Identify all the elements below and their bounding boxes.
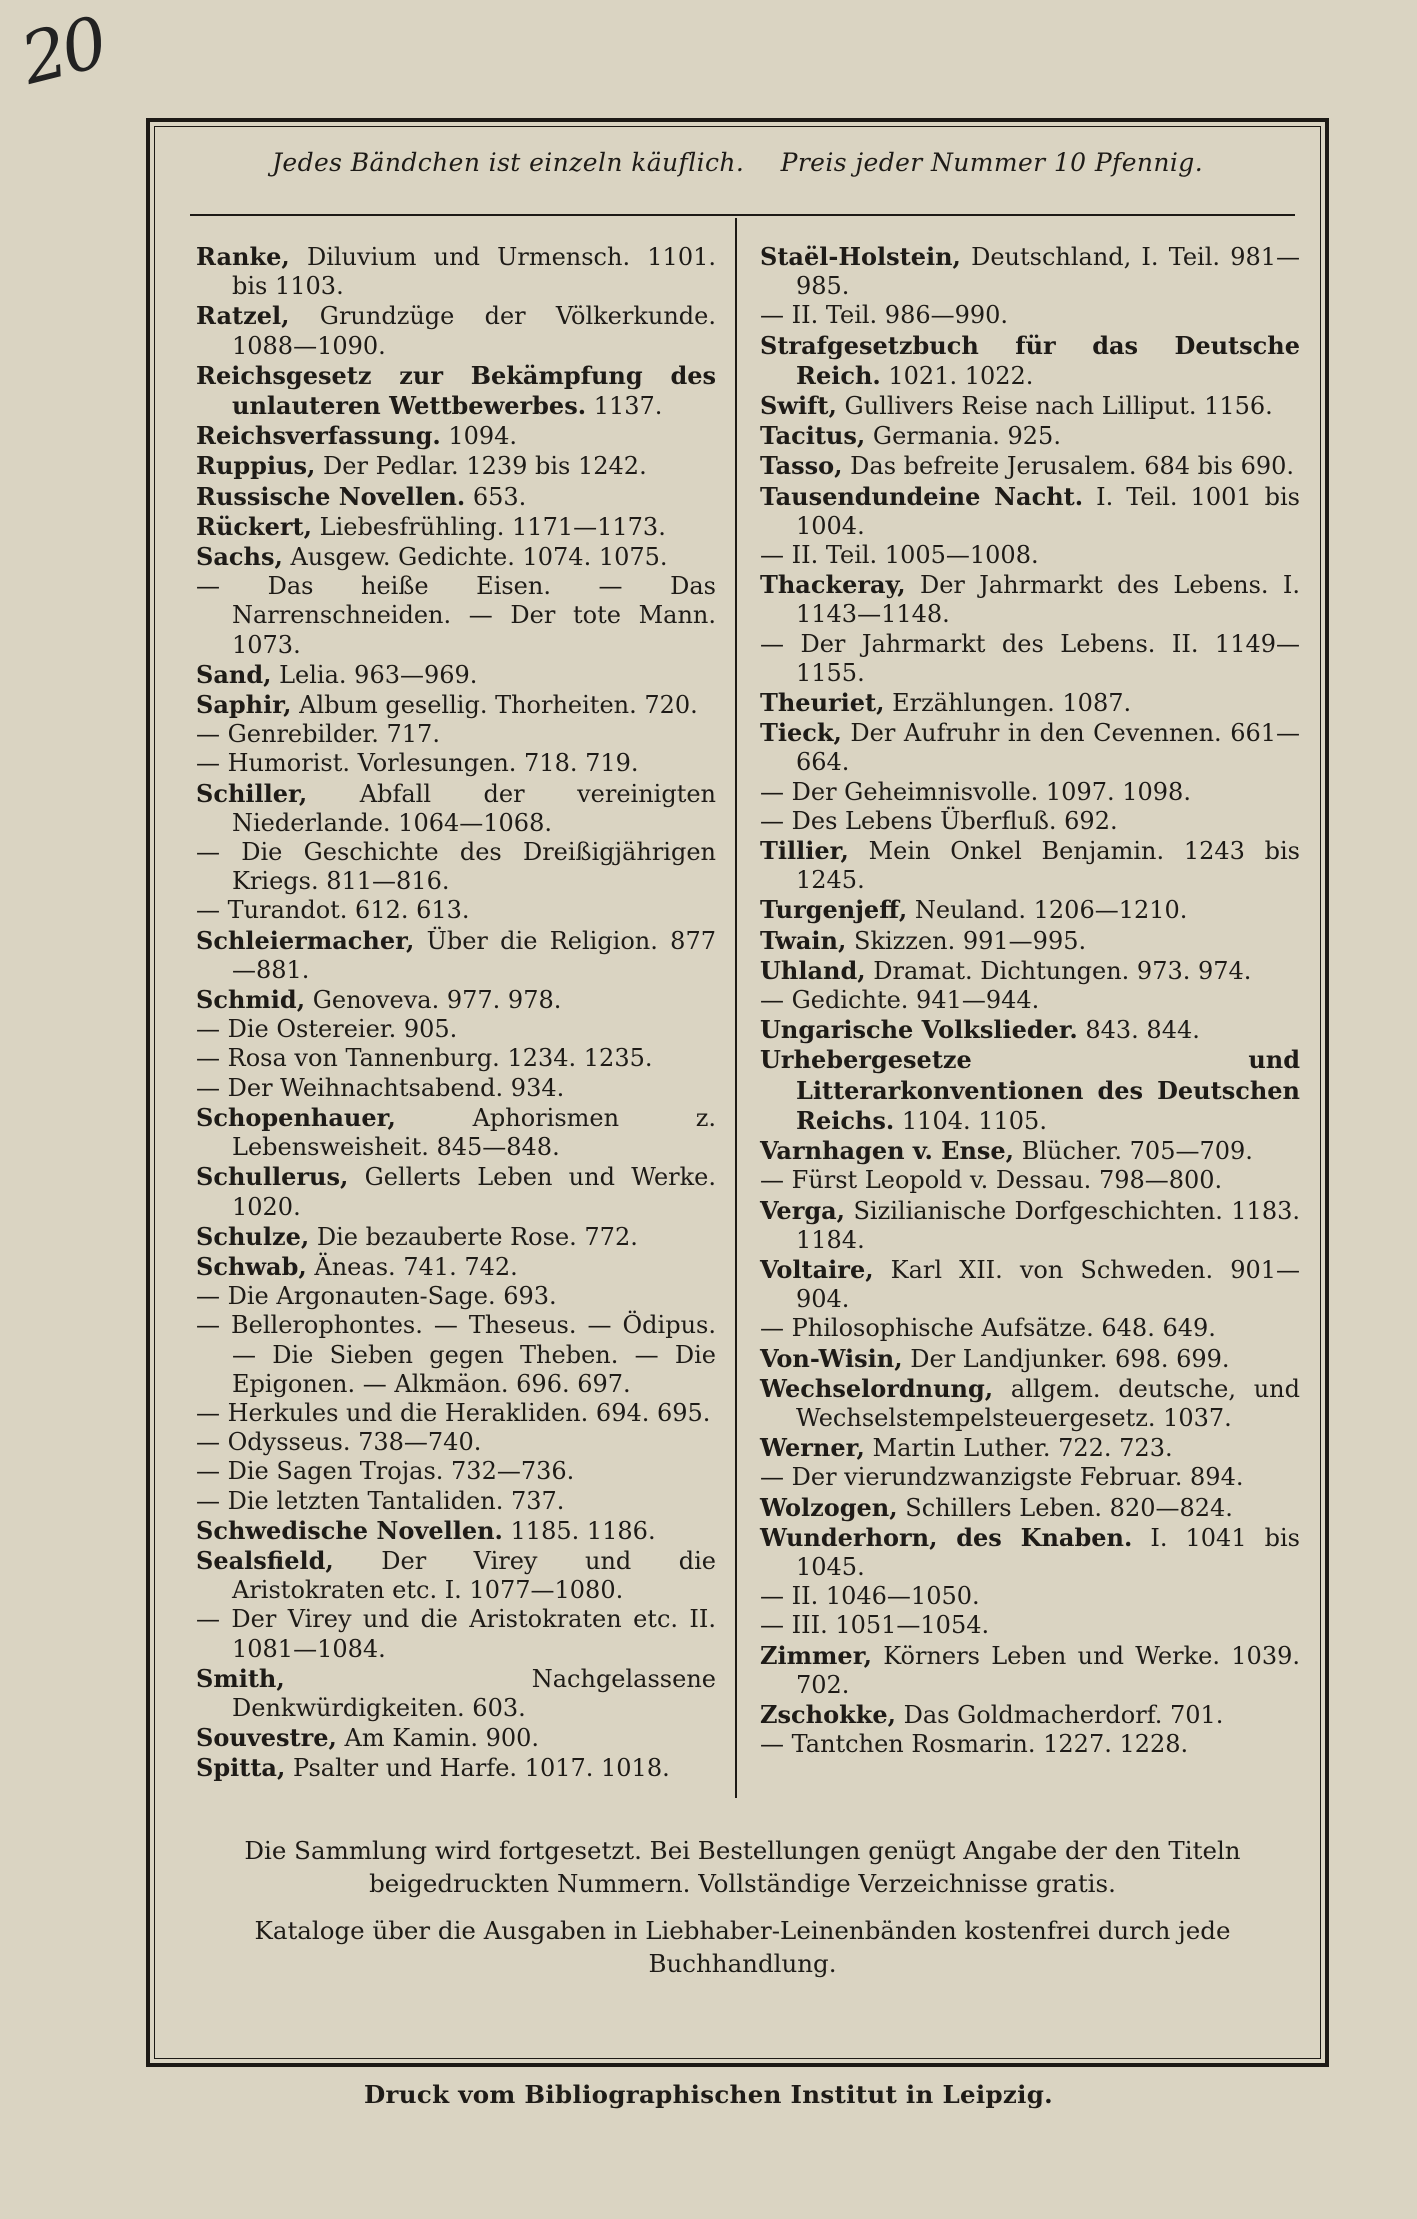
entry-title: — Fürst Leopold v. Dessau. 798—800. (760, 1166, 1223, 1195)
entry-title: Grundzüge der Völkerkunde. 1088—1090. (232, 302, 716, 360)
entry-author: Rückert, (196, 511, 312, 541)
catalog-entry (760, 1344, 1300, 1374)
catalog-entry (760, 688, 1300, 718)
catalog-entry (760, 1045, 1300, 1136)
catalog-entry (760, 1015, 1300, 1045)
entry-title: — Der Weihnachtsabend. 934. (196, 1073, 565, 1102)
catalog-entry (760, 1700, 1300, 1730)
entry-author: Schwab, (196, 1251, 307, 1281)
entry-title: Schillers Leben. 820—824. (905, 1493, 1233, 1522)
entry-title: Aphorismen z. Lebensweisheit. 845—848. (232, 1103, 716, 1162)
catalog-entry (196, 421, 716, 451)
entry-author: Schleiermacher, (196, 925, 415, 955)
entry-title: Am Kamin. 900. (344, 1724, 540, 1753)
entry-title: Sizilianische Dorfgeschichten. 1183. 1184. (796, 1196, 1300, 1254)
header-left: Jedes Bändchen ist einzeln käuflich. (271, 148, 745, 177)
catalog-entry (760, 986, 1300, 1015)
entry-title: — Der Geheimnisvolle. 1097. 1098. (760, 777, 1191, 806)
entry-author: Sand, (196, 659, 272, 689)
catalog-entry (760, 1196, 1300, 1255)
catalog-entry (196, 482, 716, 512)
entry-title: — Des Lebens Überfluß. 692. (760, 806, 1118, 835)
catalog-entry (760, 956, 1300, 986)
entry-title: — Der vierundzwanzigste Februar. 894. (760, 1463, 1244, 1492)
catalog-entry (196, 301, 716, 360)
catalog-entry (196, 242, 716, 301)
entry-title: — Das heiße Eisen. — Das Narrenschneiden. — Der tote Mann. 1073. (196, 572, 716, 659)
catalog-entry (196, 1753, 716, 1783)
catalog-entry (760, 570, 1300, 629)
entry-title: Mein Onkel Benjamin. 1243 bis 1245. (796, 837, 1300, 895)
entry-author: Schulze, (196, 1221, 310, 1251)
entry-title: — Der Jahrmarkt des Lebens. II. 1149—1155. (760, 629, 1300, 687)
catalog-entry (760, 836, 1300, 895)
entry-author: Verga, (760, 1195, 846, 1225)
catalog-entry (760, 1433, 1300, 1463)
catalog-entry (760, 391, 1300, 421)
entry-title: Der Jahrmarkt des Lebens. I. 1143—1148. (796, 571, 1300, 629)
catalog-entry (196, 361, 716, 421)
entry-title: — II. Teil. 1005—1008. (760, 541, 1039, 570)
column-divider (735, 218, 737, 1798)
catalog-entry (760, 1255, 1300, 1314)
entry-title: Gellerts Leben und Werke. 1020. (232, 1163, 716, 1221)
catalog-entry (760, 718, 1300, 777)
catalog-entry (760, 541, 1300, 570)
entry-author: Spitta, (196, 1753, 286, 1783)
entry-title: — Humorist. Vorlesungen. 718. 719. (196, 749, 639, 778)
catalog-entry (760, 301, 1300, 330)
header-right: Preis jeder Nummer 10 Pfennig. (780, 148, 1204, 177)
catalog-entry (196, 838, 716, 896)
catalog-entry (760, 331, 1300, 391)
entry-author: Wolzogen, (760, 1492, 898, 1522)
catalog-entry (196, 1282, 716, 1311)
catalog-entry (760, 895, 1300, 925)
catalog-entry (760, 778, 1300, 807)
entry-title: 653. (472, 482, 527, 511)
catalog-entry (196, 1311, 716, 1399)
price-header (150, 148, 1325, 177)
entry-title: Ausgew. Gedichte. 1074. 1075. (290, 543, 668, 572)
entry-title: 843. 844. (1085, 1016, 1200, 1045)
entry-title: Deutschland, I. Teil. 981—985. (796, 243, 1300, 301)
entry-author: Schopenhauer, (196, 1102, 396, 1132)
catalog-entry (196, 720, 716, 749)
entry-title: 1094. (448, 422, 518, 451)
entry-title: — Rosa von Tannenburg. 1234. 1235. (196, 1044, 653, 1073)
entry-title: Album gesellig. Thorheiten. 720. (299, 691, 698, 720)
entry-title: — III. 1051—1054. (760, 1611, 990, 1640)
entry-author: Urhebergesetze und Litterarkonventionen des Deutschen Reichs. (760, 1045, 1300, 1135)
left-column (196, 242, 716, 1784)
catalog-entry (196, 926, 716, 985)
entry-title: Genoveva. 977. 978. (312, 986, 562, 1015)
catalog-entry (196, 1162, 716, 1221)
entry-author: Uhland, (760, 955, 866, 985)
right-column (760, 242, 1300, 1759)
entry-title: — II. Teil. 986—990. (760, 301, 1009, 330)
entry-author: Ranke, (196, 242, 290, 271)
catalog-entry (760, 451, 1300, 481)
entry-author: Swift, (760, 391, 837, 421)
entry-title: I. 1041 bis 1045. (796, 1523, 1300, 1581)
catalog-entry (196, 1222, 716, 1252)
entry-title: — Turandot. 612. 613. (196, 896, 470, 925)
entry-title: Der Pedlar. 1239 bis 1242. (323, 452, 647, 481)
entry-title: Skizzen. 991—995. (854, 926, 1087, 955)
catalog-entry (760, 1730, 1300, 1759)
entry-title: 1137. (593, 392, 663, 421)
entry-author: Saphir, (196, 690, 292, 720)
entry-title: — Gedichte. 941—944. (760, 986, 1040, 1015)
catalog-entry (196, 690, 716, 720)
entry-author: Turgenjeff, (760, 895, 908, 925)
catalog-entry (196, 1074, 716, 1103)
entry-author: Tacitus, (760, 421, 866, 451)
entry-title: — Die Ostereier. 905. (196, 1015, 458, 1044)
entry-author: Schiller, (196, 778, 308, 808)
catalog-entry (760, 630, 1300, 688)
catalog-entry (196, 451, 716, 481)
entry-title: Abfall der vereinigten Niederlande. 1064—1068. (232, 779, 716, 837)
catalog-frame (146, 118, 1329, 2067)
entry-title: Karl XII. von Schweden. 901—904. (796, 1255, 1300, 1314)
entry-title: 1104. 1105. (901, 1106, 1047, 1135)
catalog-entry (196, 896, 716, 925)
catalog-entry (196, 1664, 716, 1723)
entry-author: Zimmer, (760, 1640, 872, 1670)
catalog-entry (760, 1136, 1300, 1166)
entry-title: Die bezauberte Rose. 772. (316, 1222, 638, 1251)
catalog-entry (196, 1252, 716, 1282)
entry-author: Schwedische Novellen. (196, 1515, 503, 1545)
entry-title: — Odysseus. 738—740. (196, 1428, 482, 1457)
entry-author: Schmid, (196, 985, 306, 1015)
entry-title: — Genrebilder. 717. (196, 720, 440, 749)
catalog-entry (760, 482, 1300, 541)
entry-title: Liebesfrühling. 1171—1173. (319, 512, 666, 541)
entry-author: Tillier, (760, 836, 849, 866)
catalog-entry (196, 1605, 716, 1663)
header-rule (190, 214, 1295, 216)
entry-title: — Bellerophontes. — Theseus. — Ödipus. — Die Sieben gegen Theben. — Die Epigonen. — Alkmäon. 696. 697. (196, 1311, 716, 1398)
catalog-entry (760, 1641, 1300, 1700)
catalog-entry (196, 542, 716, 572)
catalog-entry (760, 242, 1300, 301)
catalog-entry (196, 1516, 716, 1546)
catalog-entry (760, 1582, 1300, 1611)
entry-author: Tasso, (760, 451, 843, 481)
catalog-entry (196, 1723, 716, 1753)
entry-title: Der Aufruhr in den Cevennen. 661—664. (796, 719, 1300, 777)
entry-author: Russische Novellen. (196, 481, 466, 511)
entry-author: Sealsfield, (196, 1545, 334, 1575)
entry-author: Reichsverfassung. (196, 421, 441, 451)
entry-title: Martin Luther. 722. 723. (872, 1434, 1173, 1463)
entry-author: Ruppius, (196, 451, 316, 481)
entry-author: Sachs, (196, 542, 283, 572)
entry-title: Neuland. 1206—1210. (914, 896, 1188, 925)
entry-author: Strafgesetzbuch für das Deutsche Reich. (760, 330, 1300, 390)
entry-author: Schullerus, (196, 1162, 349, 1192)
entry-title: I. Teil. 1001 bis 1004. (796, 482, 1300, 540)
entry-title: — Tantchen Rosmarin. 1227. 1228. (760, 1730, 1189, 1759)
entry-author: Thackeray, (760, 570, 906, 600)
entry-title: — Herkules und die Herakliden. 694. 695. (196, 1398, 711, 1427)
catalog-entry (196, 749, 716, 778)
handwritten-page-number: 20 (13, 1, 112, 101)
entry-author: Smith, (196, 1663, 285, 1693)
entry-title: Blücher. 705—709. (1021, 1137, 1253, 1166)
entry-title: allgem. deutsche, und Wechselstempelsteuergesetz. 1037. (796, 1374, 1300, 1432)
entry-title: Dramat. Dichtungen. 973. 974. (873, 956, 1252, 985)
entry-author: Tieck, (760, 718, 842, 748)
footer-note-ordering: Die Sammlung wird fortgesetzt. Bei Bestellungen genügt Angabe der den Titeln beigedruckten Nummern. Vollständige Verzeichnisse gratis. (244, 1836, 1241, 1898)
catalog-entry (196, 1546, 716, 1605)
entry-author: Varnhagen v. Ense, (760, 1136, 1015, 1166)
catalog-entry (196, 1015, 716, 1044)
entry-title: — Der Virey und die Aristokraten etc. II. 1081—1084. (196, 1605, 716, 1663)
catalog-footer (190, 1834, 1295, 1994)
catalog-entry (196, 660, 716, 690)
catalog-entry (760, 1166, 1300, 1195)
entry-author: Staël-Holstein, (760, 242, 961, 271)
catalog-entry (760, 1493, 1300, 1523)
entry-author: Von-Wisin, (760, 1343, 903, 1373)
entry-author: Wunderhorn, des Knaben. (760, 1522, 1133, 1552)
catalog-entry (760, 926, 1300, 956)
catalog-entry (196, 572, 716, 660)
catalog-entry (196, 512, 716, 542)
printer-imprint: Druck vom Bibliographischen Institut in Leipzig. (364, 2080, 1053, 2109)
entry-title: Der Virey und die Aristokraten etc. I. 1077—1080. (232, 1546, 716, 1605)
catalog-entry (760, 1374, 1300, 1433)
entry-author: Reichsgesetz zur Bekämpfung des unlauteren Wettbewerbes. (196, 360, 716, 421)
entry-title: 1021. 1022. (888, 361, 1034, 390)
entry-author: Ratzel, (196, 301, 290, 331)
catalog-entry (760, 1523, 1300, 1582)
entry-title: Der Landjunker. 698. 699. (910, 1344, 1230, 1373)
entry-author: Souvestre, (196, 1723, 337, 1753)
entry-title: Gullivers Reise nach Lilliput. 1156. (844, 392, 1273, 421)
entry-author: Zschokke, (760, 1699, 896, 1729)
entry-title: Psalter und Harfe. 1017. 1018. (292, 1754, 670, 1783)
entry-title: Das Goldmacherdorf. 701. (903, 1700, 1224, 1729)
entry-title: — II. 1046—1050. (760, 1582, 980, 1611)
catalog-entry (196, 1044, 716, 1073)
entry-title: — Die Sagen Trojas. 732—736. (196, 1457, 575, 1486)
catalog-entry (196, 985, 716, 1015)
entry-title: — Die Argonauten-Sage. 693. (196, 1282, 557, 1311)
catalog-entry (196, 1457, 716, 1486)
entry-author: Wechselordnung, (760, 1373, 994, 1403)
entry-title: Über die Religion. 877—881. (232, 926, 716, 984)
catalog-entry (760, 1611, 1300, 1640)
catalog-entry (196, 1103, 716, 1162)
entry-title: Nachgelassene Denkwürdigkeiten. 603. (232, 1664, 716, 1722)
entry-title: — Die Geschichte des Dreißigjährigen Kriegs. 811—816. (196, 838, 716, 896)
entry-author: Twain, (760, 925, 847, 955)
footer-note-catalogs: Kataloge über die Ausgaben in Liebhaber-Leinenbänden kostenfrei durch jede Buchhandlung. (254, 1916, 1231, 1978)
entry-author: Werner, (760, 1433, 865, 1463)
entry-title: — Philosophische Aufsätze. 648. 649. (760, 1314, 1216, 1343)
catalog-entry (196, 1428, 716, 1457)
catalog-entry (760, 1314, 1300, 1343)
catalog-entry (760, 1463, 1300, 1492)
entry-title: Germania. 925. (872, 422, 1061, 451)
catalog-entry (196, 1399, 716, 1428)
catalog-entry (196, 1487, 716, 1516)
catalog-entry (760, 421, 1300, 451)
entry-title: 1185. 1186. (510, 1516, 656, 1545)
entry-title: Diluvium und Urmensch. 1101. bis 1103. (232, 243, 716, 301)
entry-title: Das befreite Jerusalem. 684 bis 690. (850, 452, 1295, 481)
entry-title: Äneas. 741. 742. (314, 1252, 518, 1281)
entry-title: Erzählungen. 1087. (892, 689, 1132, 718)
catalog-entry (760, 807, 1300, 836)
entry-author: Theuriet, (760, 688, 885, 718)
entry-author: Voltaire, (760, 1254, 874, 1284)
catalog-entry (196, 779, 716, 838)
entry-title: — Die letzten Tantaliden. 737. (196, 1486, 565, 1515)
entry-author: Tausendundeine Nacht. (760, 481, 1084, 511)
entry-author: Ungarische Volkslieder. (760, 1015, 1078, 1045)
entry-title: Körners Leben und Werke. 1039. 702. (796, 1641, 1300, 1699)
entry-title: Lelia. 963—969. (279, 660, 478, 689)
